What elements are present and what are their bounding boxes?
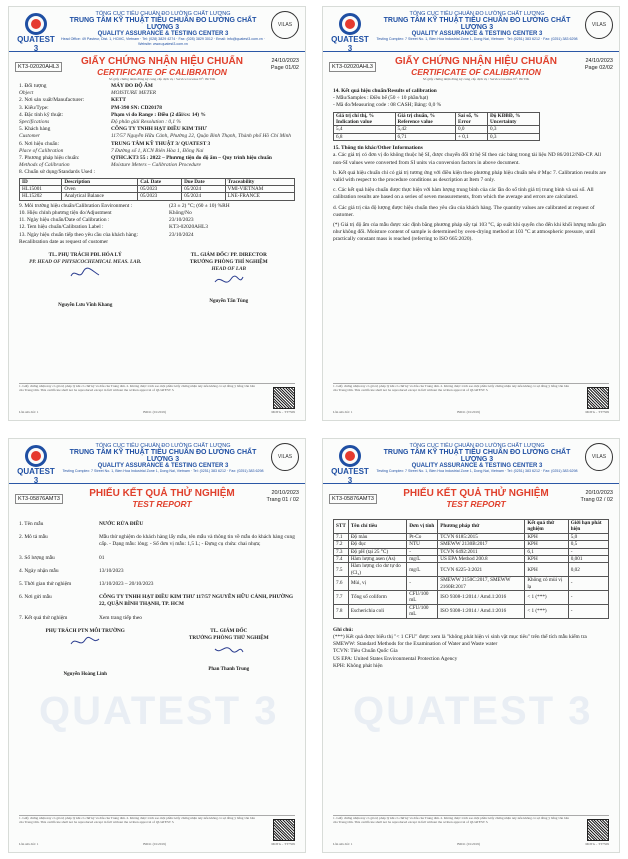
header-address: Head Office: 49 Pasteur, Dist. 1, HCMC, Vietnam · Tel: (028) 3829 4274 · Fax: (028) 3829 3012 · Email: info@quatest3.com.vn · Website: www.quatest3.com.vn bbox=[61, 37, 265, 46]
note-item: (*) Giá trị độ ẩm của mẫu được xác định bằng phương pháp sấy tại 103 °C, áp suất khí quyển cho đến khi khối lượng mẫu gần như không đổi. Moisture content of sample is determined by oven-drying method at 103 °C at atmospheric pressure, until practically constant mass is reached (referring to ISO 665:2020). bbox=[333, 222, 606, 243]
title-en: TEST REPORT bbox=[446, 499, 506, 509]
table-cell: 05/2023 bbox=[138, 193, 182, 200]
table-cell: Độ đục bbox=[348, 541, 406, 548]
header-line2: TRUNG TÂM KỸ THUẬT TIÊU CHUẨN ĐO LƯỜNG CHẤT LƯỢNG 3 bbox=[69, 17, 257, 31]
field-value bbox=[111, 83, 295, 97]
sig-left-title: PHỤ TRÁCH PTN MÔI TRƯỜNG bbox=[45, 627, 125, 634]
table-cell: 7.2 bbox=[334, 541, 349, 548]
field-value bbox=[111, 155, 295, 169]
field-row bbox=[19, 141, 295, 155]
field-label: 10. Hiệu chỉnh phương tiện đo/Adjustment bbox=[19, 210, 112, 217]
note-item: TCVN: Tiêu Chuẩn Quốc Gia bbox=[333, 648, 398, 655]
footer: 1. Giấy chứng nhận này có giá trị pháp lý khi có chữ ký và dấu của Trung tâm. 2. Không được trích sao một phần Giấy chứng nhận này nếu không có sự đồng ý bằng văn bản của Trung tâm. This certificate shall not be reproduced except in full without the written approval of QUATEST 3. Lần sửa đổi: 1 BM11 (01/2019) MOTG - TT7509 bbox=[19, 816, 295, 846]
note-item: c. Các kết quả hiệu chuẩn được thực hiện với hàm lượng trung bình của các lần đo số tính giá trị trung bình và sai số. All calibration results are based on a series of seven measurements, from which the average and errors are calculated. bbox=[333, 187, 594, 201]
field-label: 4. Ngày nhận mẫu bbox=[19, 567, 59, 574]
field-value bbox=[111, 105, 295, 112]
signature-left bbox=[19, 266, 151, 280]
table-cell: < 1 (***) bbox=[525, 591, 568, 605]
table-cell: US EPA Method 200.8 bbox=[438, 556, 525, 563]
table-header-cell: Description bbox=[62, 178, 138, 185]
page-number: Trang 01 / 02 bbox=[266, 497, 299, 503]
field-row bbox=[19, 581, 295, 588]
field-label: Recalibration date as request of customer bbox=[19, 238, 109, 245]
field-label bbox=[19, 83, 111, 97]
standards-table bbox=[19, 178, 295, 201]
sig-left-name: Nguyễn Hoàng Linh bbox=[63, 672, 107, 678]
doc-number: KT3-05876AMT3 bbox=[15, 494, 63, 504]
doc-number: KT3-05876AMT3 bbox=[329, 494, 377, 504]
field-label bbox=[19, 155, 111, 169]
field-value bbox=[111, 141, 295, 155]
header bbox=[9, 7, 305, 52]
field-value: Không/No bbox=[169, 210, 192, 217]
watermark: QUATEST 3 bbox=[353, 689, 593, 733]
qr-code bbox=[587, 819, 609, 841]
field-label-vn: 3. Kiểu/Type: bbox=[19, 104, 49, 111]
table-row bbox=[334, 556, 609, 563]
sig-right-name: Phan Thanh Trung bbox=[208, 667, 250, 673]
table-row bbox=[334, 591, 609, 605]
table-cell: - bbox=[407, 548, 438, 555]
field-value-main: Phạm vi đo Range : Điều (2 dãi/cs: 14) % bbox=[111, 111, 206, 118]
table-cell: 0,02 bbox=[568, 563, 608, 577]
table-row bbox=[334, 548, 609, 555]
qr-code bbox=[587, 387, 609, 409]
table-cell: Oven bbox=[62, 186, 138, 193]
table-cell: - bbox=[568, 548, 608, 555]
title-en: TEST REPORT bbox=[132, 499, 192, 509]
field-row bbox=[19, 232, 295, 239]
table-row bbox=[20, 193, 295, 200]
table-cell: 0,5 bbox=[568, 541, 608, 548]
header-line3: QUALITY ASSURANCE & TESTING CENTER 3 bbox=[97, 31, 229, 37]
table-cell: Mùi, vị bbox=[348, 577, 406, 591]
field-row bbox=[19, 126, 295, 140]
table-header-cell: ID bbox=[20, 178, 62, 185]
table-cell: - bbox=[568, 591, 608, 605]
table-cell: KPH bbox=[525, 541, 568, 548]
table-cell: - bbox=[407, 577, 438, 591]
quatest-logo: QUATEST 3 bbox=[329, 445, 371, 479]
table-header-cell: Giá trị chuẩn, % Reference value bbox=[395, 112, 456, 126]
table-cell: 7.6 bbox=[334, 577, 349, 591]
table-header-cell: STT bbox=[334, 520, 349, 534]
table-cell: TCVN 6225-3:2021 bbox=[438, 563, 525, 577]
table-cell: 7.3 bbox=[334, 548, 349, 555]
table-cell: LNE-FRANCE bbox=[225, 193, 294, 200]
results-body bbox=[333, 519, 609, 812]
field-label-en: Customer bbox=[19, 133, 40, 140]
table-cell: Độ pH (tại 25 °C) bbox=[348, 548, 406, 555]
field-row bbox=[19, 224, 295, 231]
field-label: 11. Ngày hiệu chuẩn/Date of Calibration : bbox=[19, 217, 110, 224]
note-item: SMEWW: Standard Methods for the Examination of Water and Waste water bbox=[333, 641, 498, 648]
doc-number: KT3-02020AHL3 bbox=[15, 62, 62, 72]
field-value: (23 ± 2) °C; (60 ± 10) %RH bbox=[169, 202, 230, 209]
field-value: 01 bbox=[99, 554, 105, 561]
field-row bbox=[19, 568, 295, 575]
vilas-seal: VILAS bbox=[585, 443, 613, 471]
table-cell: < 1 (***) bbox=[525, 604, 568, 618]
field-label bbox=[19, 97, 111, 104]
note-item: (***) Kết quả được biểu thị "< 1 CFU" được xem là "không phát hiện vi sinh vật mục tiêu" trên thể tích mẫu kiểm tra bbox=[333, 633, 587, 640]
sig-right-title: TL. GIÁM ĐỐC bbox=[210, 627, 248, 634]
test-report-page-1 bbox=[8, 438, 306, 853]
table-cell: 5,0 bbox=[568, 533, 608, 540]
table-cell: 0,3 bbox=[488, 126, 540, 133]
field-value: Mẫu thử nghiệm do khách hàng lấy mẫu, tên mẫu và thông tin về mẫu do khách hàng cung cấp. - Dạng mẫu: lỏng; - Số đơn vị mẫu: 1,5 L; - Đựng cụ chứa: chai nhựa; bbox=[99, 534, 295, 548]
other-info-heading: 15. Thông tin khác/Other Informations bbox=[333, 145, 423, 152]
field-label: 3. Số lượng mẫu bbox=[19, 554, 55, 561]
calibration-results-table bbox=[333, 112, 540, 142]
footer: 1. Giấy chứng nhận này có giá trị pháp lý khi có chữ ký và dấu của Trung tâm. 2. Không được trích sao một phần Giấy chứng nhận này nếu không có sự đồng ý bằng văn bản của Trung tâm. This certificate shall not be reproduced except in full without the written approval of QUATEST 3. Lần sửa đổi: 1 BM11 (01/2019) MOTG - TT7509 bbox=[333, 816, 609, 846]
table-row bbox=[334, 563, 609, 577]
field-label: 2. Mô tả mẫu bbox=[19, 534, 48, 541]
table-cell: Hàm lượng asen (As) bbox=[348, 556, 406, 563]
field-value: 13/10/2023 bbox=[99, 567, 124, 574]
table-cell: 6,1 bbox=[525, 548, 568, 555]
table-row bbox=[334, 133, 540, 140]
field-label-vn: 5. Khách hàng bbox=[19, 126, 51, 133]
table-cell: NTU bbox=[407, 541, 438, 548]
table-cell: SMEWW 2130B:2017 bbox=[438, 541, 525, 548]
table-header-cell: Kết quả thử nghiệm bbox=[525, 520, 568, 534]
sig-left-title-en: PP. HEAD OF PHYSICOCHEMICAL MEAS. LAB. bbox=[29, 259, 142, 266]
quatest-logo: QUATEST 3 bbox=[15, 445, 57, 479]
table-cell: 0,3 bbox=[488, 133, 540, 140]
table-cell: HL15001 bbox=[20, 186, 62, 193]
report-body bbox=[19, 521, 295, 812]
table-cell: 0,001 bbox=[568, 556, 608, 563]
field-label bbox=[19, 126, 111, 140]
field-value bbox=[111, 126, 295, 140]
field-label-en: Place of Calibration bbox=[19, 147, 64, 154]
field-value-sub: Moisture Meters – Calibration Procedure bbox=[111, 162, 201, 169]
table-row bbox=[334, 604, 609, 618]
field-value: NƯỚC RỬA ĐIỀU bbox=[99, 521, 144, 527]
footer: 1. Giấy chứng nhận này có giá trị pháp lý khi có chữ ký và dấu của Trung tâm. 2. Không được trích sao một phần Giấy chứng nhận này nếu không có sự đồng ý bằng văn bản của Trung tâm. This certificate shall not be reproduced except in full without the written approval of QUATEST 3. Lần sửa đổi: 1 BM11 (01/2019) MOTG - TT7509 bbox=[19, 384, 295, 414]
notes-heading: Ghi chú: bbox=[333, 626, 354, 633]
title-en: CERTIFICATE OF CALIBRATION bbox=[411, 67, 541, 77]
table-cell: - bbox=[568, 604, 608, 618]
field-row bbox=[19, 555, 295, 562]
footer: 1. Giấy chứng nhận này có giá trị pháp lý khi có chữ ký và dấu của Trung tâm. 2. Không được trích sao một phần Giấy chứng nhận này nếu không có sự đồng ý bằng văn bản của Trung tâm. This certificate shall not be reproduced except in full without the written approval of QUATEST 3. Lần sửa đổi: 1 BM11 (01/2019) MOTG - TT7509 bbox=[333, 384, 609, 414]
field-label-vn: 2. Nơi sản xuất/Manufacturer: bbox=[19, 97, 85, 104]
field-label-vn: 1. Đối tượng bbox=[19, 83, 47, 89]
calibration-certificate-page-1 bbox=[8, 6, 306, 421]
table-row bbox=[334, 577, 609, 591]
field-row bbox=[19, 534, 295, 548]
title-vn: GIẤY CHỨNG NHẬN HIỆU CHUẨN bbox=[394, 56, 557, 67]
table-cell: 05/2024 bbox=[182, 193, 226, 200]
table-header-cell: Due Date bbox=[182, 178, 226, 185]
table-header-cell: Độ KĐBĐ, % Uncertainty bbox=[488, 112, 540, 126]
table-cell: KPH bbox=[525, 533, 568, 540]
field-row bbox=[19, 83, 295, 97]
field-value: 13/10/2023 – 20/10/2023 bbox=[99, 581, 154, 588]
field-value-sub: 117/57 Nguyễn Hữu Cảnh, Phường 22, Quận Bình Thạnh, Thành phố Hồ Chí Minh bbox=[111, 133, 291, 140]
note-item: d. Các giá trị của độ lượng được hiệu chuẩn theo yêu cầu của khách hàng. The quantity values are calibrated at request of customer. bbox=[333, 204, 595, 218]
field-value-main: QTHC.KT3 55 : 2022 – Phương tiện đo độ ẩm – Quy trình hiệu chuẩn bbox=[111, 155, 272, 162]
note-item: b. Kết quả hiệu chuẩn chỉ có giá trị tương ứng với điều kiện theo phương pháp hiệu chuẩn nêu ở Mục 7. Calibration results are valid with respect to the procedure conditions as description at Item 7 only. bbox=[333, 169, 607, 184]
vilas-seal: VILAS bbox=[271, 11, 299, 39]
issue-date: 24/10/2023 bbox=[271, 58, 299, 64]
field-label-en: Methods of Calibration bbox=[19, 162, 70, 169]
field-value-sub: Độ phân giải Resolution : 0,1 % bbox=[111, 119, 181, 126]
table-cell: CFU/100 mL bbox=[407, 591, 438, 605]
table-header-cell: Đơn vị tính bbox=[407, 520, 438, 534]
table-header-cell: Traceability bbox=[225, 178, 294, 185]
watermark: QUATEST 3 bbox=[39, 689, 279, 733]
page-number: Page 02/02 bbox=[584, 65, 613, 71]
header-line1: TỔNG CỤC TIÊU CHUẨN ĐO LƯỜNG CHẤT LƯỢNG bbox=[95, 11, 231, 17]
note-item: a. Các giá trị có đơn vị đo không thuộc hệ SI, được chuyển đổi từ hệ SI theo các bảng trong tài liệu ND 86/2012/NĐ-CP. All non-SI values were converted from SI units via conversion factors in above document. bbox=[333, 152, 602, 166]
page-number: Page 01/02 bbox=[270, 65, 299, 71]
field-label bbox=[19, 105, 111, 112]
table-cell: - bbox=[568, 577, 608, 591]
title-en: CERTIFICATE OF CALIBRATION bbox=[97, 67, 227, 77]
field-row bbox=[19, 155, 295, 169]
field-value: 23/10/2024 bbox=[169, 231, 194, 238]
issue-date: 20/10/2023 bbox=[271, 490, 299, 496]
field-row bbox=[19, 97, 295, 104]
field-label: 9. Môi trường hiệu chuẩn/Calibration Environment : bbox=[19, 202, 133, 209]
field-label bbox=[19, 141, 111, 155]
field-value-main: TRUNG TÂM KỸ THUẬT 3/ QUATEST 3 bbox=[111, 140, 211, 147]
field-label: 12. Tem hiệu chuẩn/Calibration Label : bbox=[19, 224, 104, 231]
table-cell: ISO 9308-1:2014 / Amd.1:2016 bbox=[438, 591, 525, 605]
field-label bbox=[19, 169, 111, 176]
table-row bbox=[334, 126, 540, 133]
table-cell: Escherichia coli bbox=[348, 604, 406, 618]
table-cell: 7.8 bbox=[334, 604, 349, 618]
field-row bbox=[19, 239, 295, 246]
qr-code bbox=[273, 387, 295, 409]
field-value: KT3-02020AHL3 bbox=[169, 224, 208, 231]
field-value bbox=[169, 239, 295, 246]
field-value bbox=[111, 112, 295, 126]
field-label-vn: 8. Chuẩn sử dụng/Standards Used : bbox=[19, 169, 95, 176]
title-vn: GIẤY CHỨNG NHẬN HIỆU CHUẨN bbox=[80, 56, 243, 67]
field-value-sub: MOISTURE METER bbox=[111, 90, 157, 97]
field-label: 7. Kết quả thử nghiệm bbox=[19, 614, 68, 621]
note-item: US EPA: United States Environmental Protection Agency bbox=[333, 655, 458, 662]
field-label: 1. Tên mẫu bbox=[19, 521, 44, 527]
table-cell: mg/L bbox=[407, 556, 438, 563]
table-cell: 6,8 bbox=[334, 133, 396, 140]
title-vn: PHIẾU KẾT QUẢ THỬ NGHIỆM bbox=[403, 488, 549, 499]
field-label: 5. Thời gian thử nghiệm bbox=[19, 581, 72, 588]
field-row bbox=[19, 203, 295, 210]
field-label-en: Object bbox=[19, 90, 34, 97]
field-row bbox=[19, 521, 295, 528]
field-value: Xem trang tiếp theo bbox=[99, 614, 142, 621]
quatest-logo: QUATEST 3 bbox=[329, 13, 371, 47]
table-cell: Pt-Co bbox=[407, 533, 438, 540]
field-value-sub: 7 Đường số 1, KCN Biên Hòa 1, Đồng Nai bbox=[111, 147, 204, 154]
table-cell: 05/2023 bbox=[138, 186, 182, 193]
sig-left-name: Nguyễn Lưu Vĩnh Khang bbox=[58, 303, 113, 309]
field-row bbox=[19, 169, 295, 176]
header: QUATEST 3 TỔNG CỤC TIÊU CHUẨN ĐO LƯỜNG CHẤT LƯỢNG TRUNG TÂM KỸ THUẬT TIÊU CHUẨN ĐO LƯỜNG CHẤT LƯỢNG 3 QUALITY ASSURANCE & TESTING CENTER 3 Testing Complex: 7 Street No. 1, Bien Hoa Industrial Zone 1, Dong Nai, Vietnam · Tel: (0251) 383 6212 · Fax: (0251) 383 6298 VILAS bbox=[323, 7, 619, 52]
signature-right bbox=[163, 274, 295, 288]
sig-right-title2: TRƯỞNG PHÒNG THÍ NGHIỆM bbox=[189, 259, 268, 266]
quatest-logo: QUATEST 3 bbox=[15, 13, 57, 47]
field-row bbox=[19, 105, 295, 112]
field-row bbox=[19, 615, 295, 622]
signature-left bbox=[19, 635, 151, 649]
field-label-vn: 4. Đặc tính kỹ thuật: bbox=[19, 111, 64, 118]
vilas-seal: VILAS bbox=[271, 443, 299, 471]
table-cell: 5,4 bbox=[334, 126, 396, 133]
field-value-main: PM-390 SN: CD20178 bbox=[111, 104, 162, 111]
table-cell: Analytical Balance bbox=[62, 193, 138, 200]
field-label-vn: 6. Nơi hiệu chuẩn: bbox=[19, 140, 59, 147]
results-body: 14. Kết quả hiệu chuẩn/Results of calibration - Mẫu/Samples : Điều bể (50 ÷ 10 phần/hạt) - Mã đo/Measuring code : 08 CASH; Bảng: 0,0 % Giá trị chỉ thị, % Indication value Giá trị chuẩn, % Reference value Sai số, % Error Độ KĐBĐ, % Uncertainty 5,4 5,42 0,0 0,3 6,8 6,71 + 0,1 0,3 15. Thông tin khác/Other Informations a. Các giá trị có đơn vị đo không thuộc hệ SI, được chuyển đổi từ hệ SI theo các bảng trong tài liệu ND 86/2012/NĐ-CP. All non-SI values were converted from SI units via conversion factors in above document. b. Kết quả hiệu chuẩn chỉ có giá trị tương ứng với điều kiện theo phương pháp hiệu chuẩn nêu ở Mục 7. Calibration results are valid with respect to the procedure conditions as description at Item 7 only. c. Các kết quả hiệu chuẩn được thực hiện với hàm lượng trung bình của các lần đo số tính giá trị trung bình và sai số. All calibration results are based on a series of seven measurements, from which the average and errors are calculated. d. Các giá trị của độ lượng được hiệu chuẩn theo yêu cầu của khách hàng. The quantity values are calibrated at request of customer. (*) Giá trị độ ẩm của mẫu được xác định bằng phương pháp sấy tại 103 °C, áp suất khí quyển cho đến khi khối lượng mẫu gần như không đổi. Moisture content of sample is determined by oven-drying method at 103 °C at atmospheric pressure, until practically constant mass is reached (referring to ISO 665:2020). bbox=[333, 85, 609, 380]
table-cell: Độ màu bbox=[348, 533, 406, 540]
table-cell: 6,71 bbox=[395, 133, 456, 140]
doc-number: KT3-02020AHL3 bbox=[329, 62, 376, 72]
field-label bbox=[19, 112, 111, 126]
vilas-seal: VILAS bbox=[585, 11, 613, 39]
table-cell: 7.7 bbox=[334, 591, 349, 605]
field-value: 23/10/2023 bbox=[169, 217, 194, 224]
table-row bbox=[334, 541, 609, 548]
field-label: 6. Nơi gửi mẫu bbox=[19, 594, 52, 601]
page-number: Trang 02 / 02 bbox=[580, 497, 613, 503]
table-row bbox=[334, 533, 609, 540]
table-cell: TCVN 6185:2015 bbox=[438, 533, 525, 540]
header: QUATEST 3 TỔNG CỤC TIÊU CHUẨN ĐO LƯỜNG CHẤT LƯỢNG TRUNG TÂM KỸ THUẬT TIÊU CHUẨN ĐO LƯỜNG CHẤT LƯỢNG 3 QUALITY ASSURANCE & TESTING CENTER 3 Testing Complex: 7 Street No. 1, Bien Hoa Industrial Zone 1, Dong Nai, Vietnam · Tel: (0251) 383 6212 · Fax: (0251) 383 6298 VILAS bbox=[9, 439, 305, 484]
table-cell: 5,42 bbox=[395, 126, 456, 133]
field-value: CÔNG TY TNHH HẠT ĐIỀU KIM THƯ 117/57 NGUYỄN HỮU CẢNH, PHƯỜNG 22, QUẬN BÌNH THẠNH, TP. HCM bbox=[99, 594, 294, 608]
table-row bbox=[20, 186, 295, 193]
table-cell: ISO 9308-1:2014 / Amd.1:2016 bbox=[438, 604, 525, 618]
table-cell: Tổng số coliform bbox=[348, 591, 406, 605]
table-cell: 7.1 bbox=[334, 533, 349, 540]
table-cell: SMEWW 2150C:2017, SMEWW 2160B:2017 bbox=[438, 577, 525, 591]
header: QUATEST 3 TỔNG CỤC TIÊU CHUẨN ĐO LƯỜNG CHẤT LƯỢNG TRUNG TÂM KỸ THUẬT TIÊU CHUẨN ĐO LƯỜNG CHẤT LƯỢNG 3 QUALITY ASSURANCE & TESTING CENTER 3 Testing Complex: 7 Street No. 1, Bien Hoa Industrial Zone 1, Dong Nai, Vietnam · Tel: (0251) 383 6212 · Fax: (0251) 383 6298 VILAS bbox=[323, 439, 619, 484]
signature-right bbox=[163, 642, 295, 656]
certificate-body bbox=[19, 83, 295, 380]
field-value bbox=[111, 97, 295, 104]
sig-right-name: Nguyễn Tấn Tùng bbox=[209, 298, 249, 304]
sig-right-title3: HEAD OF LAB bbox=[211, 266, 247, 273]
results-heading: 14. Kết quả hiệu chuẩn/Results of calibration bbox=[333, 88, 437, 94]
sig-right-title2: TRƯỞNG PHÒNG THỬ NGHIỆM bbox=[188, 635, 269, 642]
field-label-en: Specifications bbox=[19, 119, 50, 126]
qr-code bbox=[273, 819, 295, 841]
license-note: Số giấy chứng nhận đăng ký cung cấp dịch vụ / Service License N°: 09/ ĐK bbox=[108, 77, 216, 81]
table-cell: 05/2024 bbox=[182, 186, 226, 193]
table-cell: VMI-VIETNAM bbox=[225, 186, 294, 193]
table-cell: Hàm lượng clo dư tự do (Cl₂) bbox=[348, 563, 406, 577]
table-cell: CFU/100 mL bbox=[407, 604, 438, 618]
table-cell: + 0,1 bbox=[456, 133, 488, 140]
table-header-cell: Sai số, % Error bbox=[456, 112, 488, 126]
field-value-main: CÔNG TY TNHH HẠT ĐIỀU KIM THƯ bbox=[111, 126, 207, 133]
field-value-main: MÁY ĐO ĐỘ ẨM bbox=[111, 83, 153, 89]
table-cell: 0,0 bbox=[456, 126, 488, 133]
table-header-cell: Cal. Date bbox=[138, 178, 182, 185]
table-header-cell: Giới hạn phát hiện bbox=[568, 520, 608, 534]
field-value-main: KETT bbox=[111, 97, 126, 104]
table-cell: TCVN 6492:2011 bbox=[438, 548, 525, 555]
note-item: KPH: Không phát hiện bbox=[333, 662, 383, 669]
issue-date: 20/10/2023 bbox=[585, 490, 613, 496]
test-results-table bbox=[333, 519, 609, 619]
table-header-cell: Giá trị chỉ thị, % Indication value bbox=[334, 112, 396, 126]
field-label: 13. Ngày hiệu chuẩn tiếp theo yêu cầu của khách hàng: bbox=[19, 231, 138, 238]
table-cell: HL15202 bbox=[20, 193, 62, 200]
table-cell: mg/L bbox=[407, 563, 438, 577]
sig-right-title: TL. GIÁM ĐỐC/ PP. DIRECTOR bbox=[190, 252, 267, 259]
field-value bbox=[111, 169, 295, 176]
title-vn: PHIẾU KẾT QUẢ THỬ NGHIỆM bbox=[89, 488, 235, 499]
table-cell: KPH bbox=[525, 563, 568, 577]
test-report-page-2 bbox=[322, 438, 620, 853]
field-row bbox=[19, 594, 295, 608]
field-row bbox=[19, 112, 295, 126]
table-cell: 7.4 bbox=[334, 556, 349, 563]
table-header-cell: Phương pháp thử bbox=[438, 520, 525, 534]
sig-left-title: TL. PHỤ TRÁCH PĐL HÓA LÝ bbox=[48, 252, 122, 259]
field-label-vn: 7. Phương pháp hiệu chuẩn: bbox=[19, 155, 80, 162]
table-cell: Không có mùi vị lạ bbox=[525, 577, 568, 591]
calibration-certificate-page-2: QUATEST 3 TỔNG CỤC TIÊU CHUẨN ĐO LƯỜNG CHẤT LƯỢNG TRUNG TÂM KỸ THUẬT TIÊU CHUẨN ĐO LƯỜNG CHẤT LƯỢNG 3 QUALITY ASSURANCE & TESTING CENTER 3 Testing Complex: 7 Street No. 1, Bien Hoa Industrial Zone 1, Dong Nai, Vietnam · Tel: (0251) 383 6212 · Fax: (0251) 383 6298 VILAS KT3-02020AHL3 GIẤY CHỨNG NHẬN HIỆU CHUẨN CERTIFICATE OF CALIBRATION Số giấy chứng nhận đăng ký cung cấp dịch vụ / Service License N°: 09/ ĐK 24/10/2023 Page 02/02 14. Kết quả hiệu chuẩn/Results of calibration - Mẫu/Samples : Điều bể (50 ÷ 10 phần/hạt) - Mã đo/Measuring code : 08 CASH; Bảng: 0,0 % Giá trị chỉ thị, % Indication value Giá trị chuẩn, % Reference value Sai số, % Error Độ KĐBĐ, % Uncertainty 5,4 5,42 0,0 0,3 6,8 6,71 + 0,1 0,3 15. Thông tin khác/Other Informations a. Các giá trị có đơn vị đo không thuộc hệ SI, được chuyển đổi từ hệ SI theo các bảng trong tài liệu ND 86/2012/NĐ-CP. All non-SI values were converted from SI units via conversion factors in above document. b. Kết quả hiệu chuẩn chỉ có giá trị tương ứng với điều kiện theo phương pháp hiệu chuẩn nêu ở Mục 7. Calibration results are valid with respect to the procedure conditions as description at Item 7 only. c. Các kết quả hiệu chuẩn được thực hiện với hàm lượng trung bình của các lần đo số tính giá trị trung bình và sai số. All calibration results are based on a series of seven measurements, from which the average and errors are calculated. d. Các giá trị của độ lượng được hiệu chuẩn theo yêu cầu của khách hàng. The quantity values are calibrated at request of customer. (*) Giá trị độ ẩm của mẫu được xác định bằng phương pháp sấy tại 103 °C, áp suất khí quyển cho đến khi khối lượng mẫu gần như không đổi. Moisture content of sample is determined by oven-drying method at 103 °C at atmospheric pressure, until practically constant mass is reached (referring to ISO 665:2020). 1. Giấy chứng nhận này có giá trị pháp lý khi có chữ ký và dấu của Trung tâm. 2. Không được trích sao một phần Giấy chứng nhận này nếu không có sự đồng ý bằng văn bản của Trung tâm. This certificate shall not be reproduced except in full without the written approval of QUATEST 3. Lần sửa đổi: 1 BM11 (01/2019) MOTG - TT7509 bbox=[322, 6, 620, 421]
table-header-cell: Tên chỉ tiêu bbox=[348, 520, 406, 534]
issue-date: 24/10/2023 bbox=[585, 58, 613, 64]
table-cell: 7.5 bbox=[334, 563, 349, 577]
table-cell: KPH bbox=[525, 556, 568, 563]
